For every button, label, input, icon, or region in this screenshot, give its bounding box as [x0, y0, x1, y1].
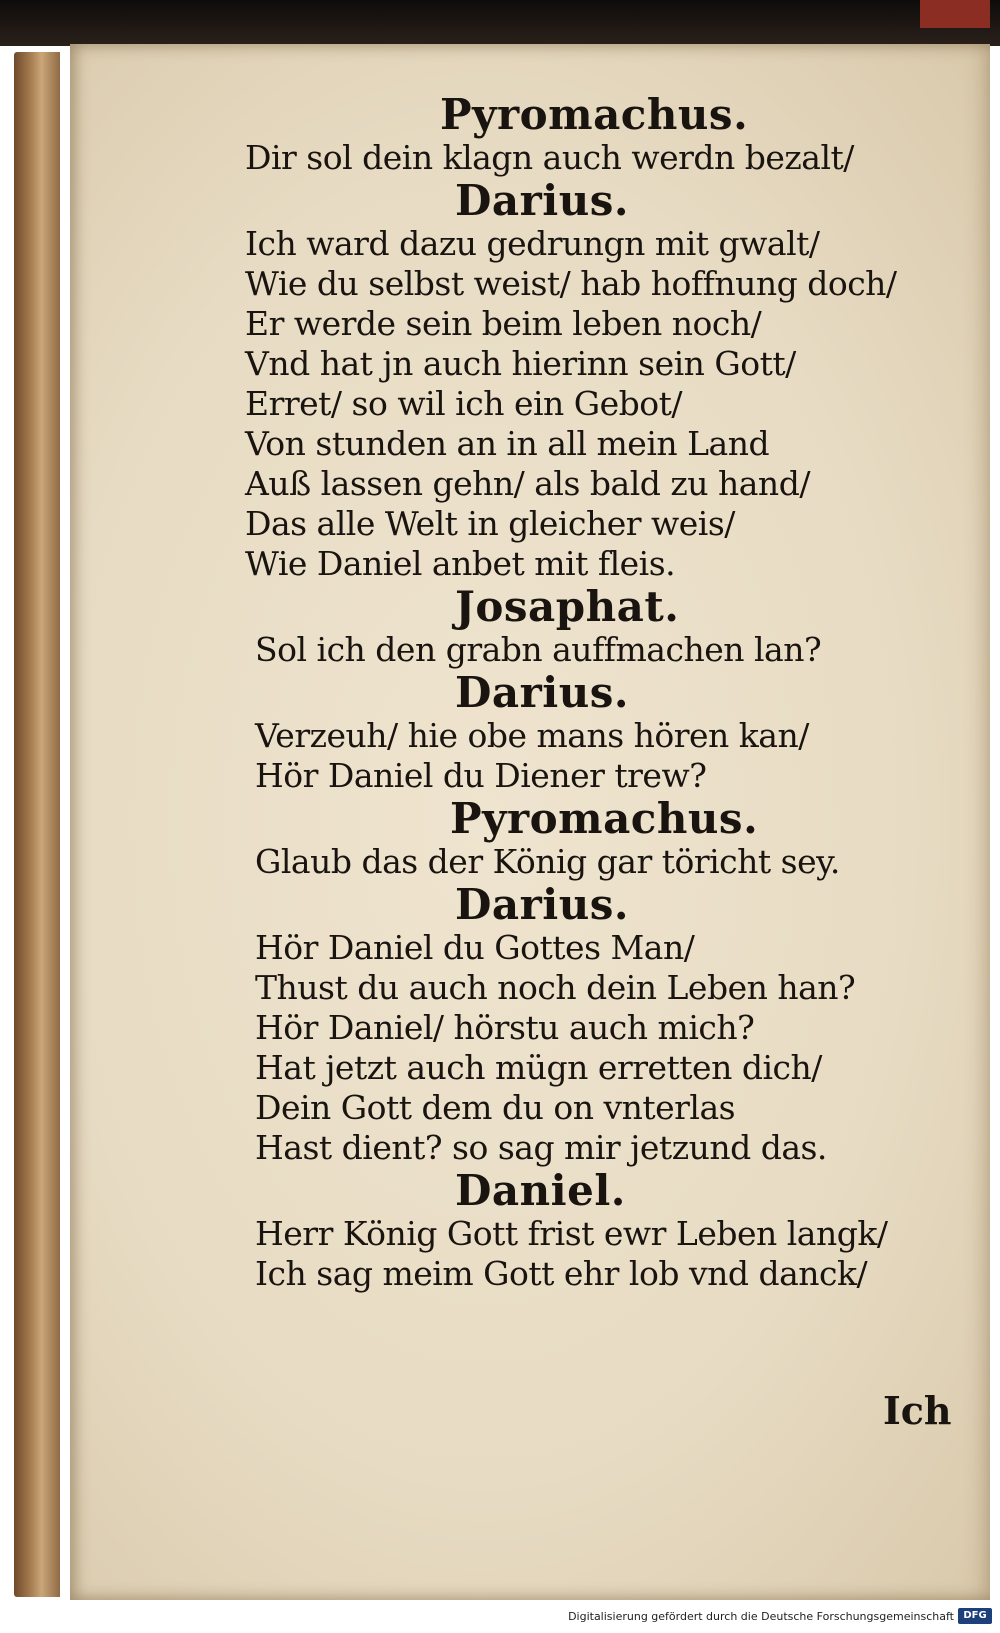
verse-line: Hör Daniel du Diener trew?	[255, 756, 707, 795]
verse-line: Dein Gott dem du on vnterlas	[255, 1088, 736, 1127]
verse-line: Hast dient? so sag mir jetzund das.	[255, 1128, 827, 1167]
verse-line: Auß lassen gehn/ als bald zu hand/	[245, 464, 810, 503]
speaker-heading: Pyromachus.	[440, 90, 749, 139]
verse-line: Sol ich den grabn auffmachen lan?	[255, 630, 822, 669]
verse-line: Von stunden an in all mein Land	[245, 424, 770, 463]
speaker-heading: Josaphat.	[455, 582, 680, 631]
dfg-logo: DFG	[958, 1608, 992, 1624]
verse-text-block	[245, 92, 905, 1294]
verse-line: Herr König Gott frist ewr Leben langk/	[255, 1214, 888, 1253]
verse-line: Glaub das der König gar töricht sey.	[255, 842, 840, 881]
scan-top-band	[0, 0, 1000, 46]
verse-line: Wie Daniel anbet mit fleis.	[245, 544, 676, 583]
verse-line: Ich sag meim Gott ehr lob vnd danck/	[255, 1254, 868, 1293]
verse-line: Thust du auch noch dein Leben han?	[255, 968, 856, 1007]
verse-line: Hör Daniel/ hörstu auch mich?	[255, 1008, 755, 1047]
verse-line: Erret/ so wil ich ein Gebot/	[245, 384, 683, 423]
verse-line: Verzeuh/ hie obe mans hören kan/	[255, 716, 809, 755]
speaker-heading: Darius.	[455, 176, 630, 225]
digitization-credit: Digitalisierung gefördert durch die Deutsche Forschungsgemeinschaft	[568, 1610, 954, 1623]
speaker-heading: Daniel.	[455, 1166, 626, 1215]
footer-bar	[0, 1600, 1000, 1633]
book-binding-edge	[14, 52, 60, 1597]
verse-line: Dir sol dein klagn auch werdn bezalt/	[245, 138, 854, 177]
verse-line: Das alle Welt in gleicher weis/	[245, 504, 735, 543]
verse-line: Hör Daniel du Gottes Man/	[255, 928, 695, 967]
verse-line: Hat jetzt auch mügn erretten dich/	[255, 1048, 822, 1087]
speaker-heading: Pyromachus.	[450, 794, 759, 843]
speaker-heading: Darius.	[455, 880, 630, 929]
verse-line: Ich ward dazu gedrungn mit gwalt/	[245, 224, 820, 263]
book-ribbon-marker	[920, 0, 990, 28]
verse-line: Er werde sein beim leben noch/	[245, 304, 762, 343]
catchword: Ich	[883, 1388, 952, 1433]
verse-line: Wie du selbst weist/ hab hoffnung doch/	[245, 264, 897, 303]
speaker-heading: Darius.	[455, 668, 630, 717]
verse-line: Vnd hat jn auch hierinn sein Gott/	[245, 344, 796, 383]
